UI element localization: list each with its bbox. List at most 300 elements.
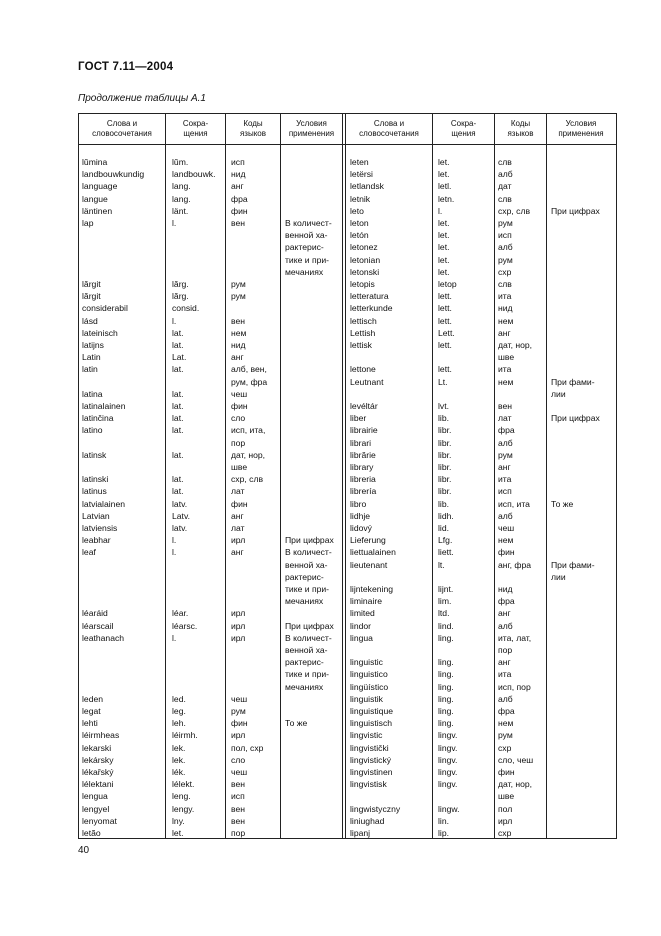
word-cell: lettone	[350, 364, 376, 375]
word-cell: leton	[350, 218, 369, 228]
abbr-cell: ling.	[438, 681, 454, 692]
code-cell: слв	[498, 193, 512, 204]
word-cell: leaf	[82, 547, 96, 558]
word-cell: léirmheas	[82, 730, 120, 741]
code-cell: фин	[498, 547, 515, 558]
abbr-cell: landbouwk.	[172, 169, 216, 180]
word-cell: letonez	[350, 242, 378, 253]
word-cell: latijns	[82, 340, 104, 350]
word-cell: libro	[350, 498, 367, 509]
word-cell: latinsk	[82, 449, 107, 460]
code-cell: алб	[498, 620, 513, 631]
abbr-cell: lingv.	[438, 742, 458, 753]
word-cell: limited	[350, 608, 375, 619]
code-cell: исп	[231, 157, 245, 167]
word-cell: lingwistyczny	[350, 803, 401, 814]
code-cell: анг	[231, 181, 244, 192]
abbr-cell: l.	[172, 632, 177, 643]
condition-cell: В количест-	[285, 218, 332, 228]
code-cell: нем	[498, 376, 514, 387]
code-cell: анг, фра	[498, 559, 532, 570]
col-divider	[432, 113, 433, 838]
code-cell: анг	[498, 657, 511, 668]
abbr-cell: lang.	[172, 193, 191, 204]
header-conditions-right: Условия применения	[558, 118, 604, 138]
word-cell: lingüístico	[350, 681, 389, 692]
abbr-cell: lat.	[172, 486, 184, 497]
header-conditions-left: Условия применения	[288, 118, 335, 138]
abbr-cell: lett.	[438, 364, 452, 375]
word-cell: lettisk	[350, 340, 372, 350]
abbr-cell: lărg.	[172, 291, 189, 302]
word-cell: latinski	[82, 474, 109, 485]
word-cell: lengyel	[82, 803, 110, 814]
code-cell: лат	[231, 486, 245, 497]
abbr-cell: let.	[438, 169, 450, 180]
word-cell: latino	[82, 425, 103, 436]
half-divider	[342, 113, 343, 838]
word-cell: lingvistic	[350, 730, 383, 741]
code-cell: анг	[231, 547, 244, 558]
code-cell: фин	[231, 498, 248, 509]
word-cell: Leutnant	[350, 376, 384, 387]
word-cell: lingvistički	[350, 742, 389, 753]
code-cell: слв	[498, 157, 512, 167]
code-cell: нид	[498, 303, 513, 314]
code-cell: ирл	[498, 815, 513, 826]
word-cell: lingvistisk	[350, 779, 387, 790]
word-cell: letnik	[350, 193, 371, 204]
word-cell: liber	[350, 413, 367, 424]
word-cell: latvialainen	[82, 498, 125, 509]
condition-cell: При фами-	[551, 376, 595, 387]
col-divider	[494, 113, 495, 838]
word-cell: libreria	[350, 474, 376, 485]
code-cell: схр	[498, 742, 512, 753]
word-cell: lipanj	[350, 828, 371, 838]
code-cell: ита, лат,	[498, 632, 532, 643]
code-cell: схр, слв	[498, 205, 531, 216]
abbr-cell: letl.	[438, 181, 452, 192]
condition-cell: При цифрах	[551, 413, 600, 424]
abbr-cell: lat.	[172, 327, 184, 338]
code-cell: нид	[231, 340, 246, 350]
code-cell: алб	[498, 242, 513, 253]
word-cell: lieutenant	[350, 559, 388, 570]
code-cell: фра	[498, 706, 515, 716]
condition-cell: рактерис-	[285, 571, 324, 582]
abbr-cell: lang.	[172, 181, 191, 192]
abbr-cell: lek.	[172, 742, 186, 753]
word-cell: letonian	[350, 254, 381, 265]
word-cell: librari	[350, 437, 372, 448]
word-cell: lŭmina	[82, 157, 108, 167]
abbr-cell: ling.	[438, 657, 454, 668]
code-cell: исп	[498, 486, 512, 497]
abbr-cell: ling.	[438, 669, 454, 680]
code-cell: чеш	[498, 523, 515, 533]
word-cell: Latin	[82, 352, 101, 363]
word-cell: librairie	[350, 425, 378, 436]
code-cell: исп, пор	[498, 681, 531, 692]
abbr-cell: lek.	[172, 754, 186, 765]
abbr-cell: let.	[438, 242, 450, 253]
code-cell: нид	[231, 169, 246, 180]
word-cell: linguistique	[350, 706, 393, 716]
abbr-cell: libr.	[438, 437, 452, 448]
col-divider	[225, 113, 226, 838]
code-cell: фин	[231, 205, 248, 216]
abbr-cell: lin.	[438, 815, 449, 826]
code-cell: ирл	[231, 632, 246, 643]
code-cell: пол, схр	[231, 742, 264, 753]
col-divider	[165, 113, 166, 838]
code-cell: сло	[231, 413, 246, 424]
word-cell: letlandsk	[350, 181, 384, 192]
abbr-cell: latv.	[172, 498, 188, 509]
abbr-cell: lingv.	[438, 730, 458, 741]
condition-cell: тике и при-	[285, 254, 330, 265]
word-cell: lingua	[350, 632, 373, 643]
abbr-cell: let.	[438, 157, 450, 167]
word-cell: letonski	[350, 266, 380, 277]
code-cell: исп, ита,	[231, 425, 266, 436]
abbr-cell: lidh.	[438, 510, 454, 521]
abbr-cell: lett.	[438, 315, 452, 326]
word-cell: linguistik	[350, 693, 383, 704]
abbr-cell: Lfg.	[438, 535, 453, 546]
abbr-cell: lip.	[438, 828, 449, 838]
word-cell: latinčina	[82, 413, 114, 424]
word-cell: lenyomat	[82, 815, 117, 826]
word-cell: leathanach	[82, 632, 125, 643]
condition-cell: В количест-	[285, 632, 332, 643]
condition-cell: венной ха-	[285, 645, 328, 655]
abbr-cell: lett.	[438, 303, 452, 314]
word-cell: lélektani	[82, 779, 114, 790]
abbr-cell: l.	[438, 205, 443, 216]
code-cell: слв	[498, 279, 512, 289]
col-divider	[546, 113, 547, 838]
header-codes-right: Коды языков	[507, 118, 534, 138]
condition-cell: лии	[551, 388, 566, 399]
word-cell: lidový	[350, 523, 372, 533]
abbr-cell: lid.	[438, 523, 449, 533]
abbr-cell: ltd.	[438, 608, 450, 619]
code-cell: рум	[498, 218, 513, 228]
word-cell: linguistico	[350, 669, 388, 680]
word-cell: levéltár	[350, 401, 378, 411]
abbr-cell: lŭm.	[172, 157, 189, 167]
abbr-cell: lt.	[438, 559, 445, 570]
code-cell: рум	[231, 706, 246, 716]
condition-cell: При цифрах	[285, 535, 334, 546]
abbr-cell: leh.	[172, 718, 186, 729]
abbr-cell: lat.	[172, 425, 184, 436]
code-cell: анг	[231, 510, 244, 521]
abbr-cell: lat.	[172, 449, 184, 460]
code-cell: ита	[498, 291, 512, 302]
code-cell: дат	[498, 181, 512, 192]
abbr-cell: lék.	[172, 767, 186, 777]
abbr-cell: l.	[172, 535, 177, 546]
code-cell: схр, слв	[231, 474, 264, 485]
abbr-cell: lett.	[438, 291, 452, 302]
word-cell: letërsi	[350, 169, 373, 180]
abbr-cell: led.	[172, 693, 186, 704]
abbr-cell: lind.	[438, 620, 454, 631]
word-cell: letão	[82, 828, 101, 838]
abbr-cell: let.	[438, 266, 450, 277]
word-cell: landbouwkundig	[82, 169, 145, 180]
table-frame	[78, 113, 617, 839]
condition-cell: То же	[551, 498, 574, 509]
condition-cell: То же	[285, 718, 308, 729]
word-cell: Lettish	[350, 327, 376, 338]
word-cell: lekarski	[82, 742, 112, 753]
code-cell: пол	[498, 803, 513, 814]
condition-cell: венной ха-	[285, 559, 328, 570]
abbr-cell: léarsc.	[172, 620, 198, 631]
word-cell: considerabil	[82, 303, 128, 314]
abbr-cell: liett.	[438, 547, 454, 558]
condition-cell: лии	[551, 571, 566, 582]
word-cell: langue	[82, 193, 108, 204]
condition-cell: мечаниях	[285, 266, 324, 277]
abbr-cell: libr.	[438, 474, 452, 485]
code-cell: фра	[498, 596, 515, 607]
table-caption: Продолжение таблицы А.1	[78, 93, 206, 104]
abbr-cell: lat.	[172, 413, 184, 424]
word-cell: letón	[350, 230, 369, 241]
header-words-left: Слова и словосочетания	[92, 118, 152, 138]
word-cell: lekársky	[82, 754, 114, 765]
code-cell: алб	[498, 437, 513, 448]
code-cell: алб, вен,	[231, 364, 267, 375]
code-cell: пор	[231, 828, 246, 838]
code-cell: ирл	[231, 535, 246, 546]
word-cell: léaráid	[82, 608, 108, 619]
abbr-cell: ling.	[438, 706, 454, 716]
abbr-cell: leg.	[172, 706, 186, 716]
word-cell: letopis	[350, 279, 375, 289]
code-cell: ита	[498, 364, 512, 375]
condition-cell: тике и при-	[285, 584, 330, 594]
abbr-cell: léirmh.	[172, 730, 198, 741]
condition-cell: рактерис-	[285, 657, 324, 668]
word-cell: lehti	[82, 718, 98, 729]
abbr-cell: lib.	[438, 413, 449, 424]
abbr-cell: Latv.	[172, 510, 190, 521]
condition-cell: При цифрах	[285, 620, 334, 631]
word-cell: lásd	[82, 315, 98, 326]
code-cell: нид	[498, 584, 513, 594]
code-cell: схр	[498, 828, 512, 838]
code-cell: нем	[498, 315, 514, 326]
abbr-cell: léar.	[172, 608, 189, 619]
code-cell: исп	[498, 230, 512, 241]
code-cell: ита	[498, 474, 512, 485]
word-cell: leten	[350, 157, 369, 167]
code-cell: дат, нор,	[231, 449, 266, 460]
word-cell: lărgit	[82, 279, 101, 289]
code-cell: шве	[231, 462, 248, 472]
word-cell: leabhar	[82, 535, 111, 546]
abbr-cell: lărg.	[172, 279, 189, 289]
code-cell: вен	[231, 815, 245, 826]
code-cell: ирл	[231, 620, 246, 631]
abbr-cell: lengy.	[172, 803, 195, 814]
word-cell: lap	[82, 218, 94, 228]
word-cell: language	[82, 181, 118, 192]
abbr-cell: libr.	[438, 449, 452, 460]
abbr-cell: l.	[172, 315, 177, 326]
abbr-cell: lat.	[172, 474, 184, 485]
code-cell: алб	[498, 693, 513, 704]
code-cell: исп	[231, 791, 245, 802]
abbr-cell: let.	[438, 230, 450, 241]
word-cell: legat	[82, 706, 101, 716]
code-cell: схр	[498, 266, 512, 277]
code-cell: чеш	[231, 693, 248, 704]
abbr-cell: lny.	[172, 815, 185, 826]
header-abbr-right: Сокра- щения	[450, 118, 477, 138]
abbr-cell: letn.	[438, 193, 455, 204]
abbr-cell: lett.	[438, 340, 452, 350]
code-cell: рум	[231, 279, 246, 289]
word-cell: librería	[350, 486, 377, 497]
condition-cell: При цифрах	[551, 205, 600, 216]
word-cell: Lieferung	[350, 535, 386, 546]
abbr-cell: consid.	[172, 303, 200, 314]
condition-cell: мечаниях	[285, 596, 324, 607]
word-cell: latinalainen	[82, 401, 126, 411]
code-cell: вен	[231, 803, 245, 814]
abbr-cell: libr.	[438, 486, 452, 497]
abbr-cell: lat.	[172, 401, 184, 411]
table-bottom-border	[78, 838, 617, 839]
code-cell: алб	[498, 510, 513, 521]
word-cell: linguistisch	[350, 718, 393, 729]
word-cell: lékařský	[82, 767, 114, 777]
condition-cell: В количест-	[285, 547, 332, 558]
abbr-cell: lélekt.	[172, 779, 195, 790]
abbr-cell: lingw.	[438, 803, 460, 814]
word-cell: latinus	[82, 486, 107, 497]
abbr-cell: lat.	[172, 364, 184, 375]
abbr-cell: letop	[438, 279, 457, 289]
code-cell: лат	[498, 413, 512, 424]
code-cell: вен	[498, 401, 512, 411]
code-cell: шве	[498, 791, 515, 802]
code-cell: рум	[498, 449, 513, 460]
header-abbr-left: Сокра- щения	[182, 118, 209, 138]
code-cell: фра	[498, 425, 515, 436]
abbr-cell: libr.	[438, 425, 452, 436]
word-cell: lengua	[82, 791, 108, 802]
abbr-cell: lim.	[438, 596, 452, 607]
header-codes-left: Коды языков	[239, 118, 267, 138]
word-cell: librărie	[350, 449, 376, 460]
word-cell: leden	[82, 693, 104, 704]
code-cell: анг	[231, 352, 244, 363]
abbr-cell: l.	[172, 218, 177, 228]
word-cell: läntinen	[82, 205, 113, 216]
word-cell: liniughad	[350, 815, 385, 826]
word-cell: letterkunde	[350, 303, 393, 314]
abbr-cell: länt.	[172, 205, 189, 216]
code-cell: фин	[498, 767, 515, 777]
condition-cell: венной ха-	[285, 230, 328, 241]
condition-cell: мечаниях	[285, 681, 324, 692]
abbr-cell: lvt.	[438, 401, 449, 411]
word-cell: lărgit	[82, 291, 101, 302]
code-cell: фра	[231, 193, 248, 204]
word-cell: letteratura	[350, 291, 389, 302]
code-cell: фин	[231, 401, 248, 411]
word-cell: library	[350, 462, 374, 472]
condition-cell: рактерис-	[285, 242, 324, 253]
code-cell: пор	[498, 645, 513, 655]
code-cell: шве	[498, 352, 515, 363]
code-cell: сло, чеш	[498, 754, 534, 765]
word-cell: léarscail	[82, 620, 114, 631]
abbr-cell: let.	[172, 828, 184, 838]
abbr-cell: leng.	[172, 791, 191, 802]
abbr-cell: lingv.	[438, 767, 458, 777]
code-cell: рум	[498, 254, 513, 265]
abbr-cell: lat.	[172, 388, 184, 399]
abbr-cell: Lat.	[172, 352, 187, 363]
code-cell: ирл	[231, 608, 246, 619]
word-cell: leto	[350, 205, 364, 216]
abbr-cell: lijnt.	[438, 584, 454, 594]
abbr-cell: ling.	[438, 632, 454, 643]
abbr-cell: let.	[438, 218, 450, 228]
code-cell: чеш	[231, 767, 248, 777]
code-cell: ирл	[231, 730, 246, 741]
abbr-cell: latv.	[172, 523, 188, 533]
abbr-cell: lingv.	[438, 779, 458, 790]
code-cell: вен	[231, 779, 245, 790]
abbr-cell: lib.	[438, 498, 449, 509]
code-cell: алб	[498, 169, 513, 180]
code-cell: анг	[498, 462, 511, 472]
code-cell: нем	[231, 327, 247, 338]
code-cell: фин	[231, 718, 248, 729]
word-cell: linguistic	[350, 657, 383, 668]
code-cell: вен	[231, 315, 245, 326]
header-divider	[78, 144, 617, 145]
word-cell: latina	[82, 388, 103, 399]
word-cell: lingvistický	[350, 754, 392, 765]
word-cell: Latvian	[82, 510, 110, 521]
abbr-cell: ling.	[438, 693, 454, 704]
abbr-cell: ling.	[438, 718, 454, 729]
abbr-cell: let.	[438, 254, 450, 265]
code-cell: лат	[231, 523, 245, 533]
abbr-cell: lat.	[172, 340, 184, 350]
code-cell: ита	[498, 669, 512, 680]
word-cell: lindor	[350, 620, 372, 631]
condition-cell: При фами-	[551, 559, 595, 570]
word-cell: lingvistinen	[350, 767, 393, 777]
code-cell: чеш	[231, 388, 248, 399]
code-cell: рум	[498, 730, 513, 741]
code-cell: вен	[231, 218, 245, 228]
abbr-cell: lingv.	[438, 754, 458, 765]
code-cell: дат, нор,	[498, 779, 533, 790]
